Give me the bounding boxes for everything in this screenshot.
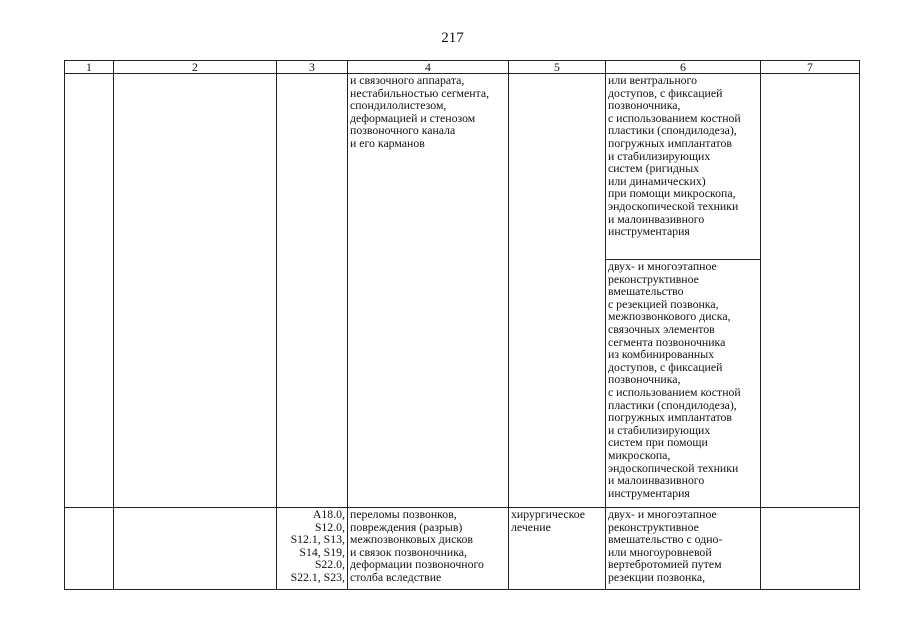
header-cell-3: 3 [277, 61, 348, 74]
row1-col3-cell [277, 74, 348, 508]
icd-codes-cell: A18.0, S12.0, S12.1, S13, S14, S19, S22.0, S22.1, S23, [277, 508, 348, 590]
table-row [65, 74, 860, 260]
row1-col2-cell [114, 74, 277, 508]
header-cell-2: 2 [114, 61, 277, 74]
row1-col1-cell [65, 74, 114, 508]
header-cell-6: 6 [606, 61, 761, 74]
header-cell-5: 5 [509, 61, 606, 74]
procedure-cell: двух- и многоэтапное реконструктивное вмешательство с одно- или многоуровневой вертебротомией путем резекции позвонка, [606, 508, 761, 590]
header-cell-4: 4 [348, 61, 509, 74]
row2-col2-cell [114, 508, 277, 590]
header-cell-7: 7 [761, 61, 860, 74]
header-row [65, 61, 860, 74]
diagnosis-cell: переломы позвонков, повреждения (разрыв) межпозвонковых дисков и связок позвоночника, деформации позвоночного столба вследствие [348, 508, 509, 590]
diagnosis-cell: и связочного аппарата, нестабильностью сегмента, спондилолистезом, деформацией и стенозом позвоночного канала и его карманов [348, 74, 509, 508]
page-number: 217 [441, 30, 464, 46]
table-row [65, 508, 860, 590]
row2-col1-cell [65, 508, 114, 590]
treatment-type-cell: хирургическое лечение [509, 508, 606, 590]
procedure-cell: или вентрального доступов, с фиксацией позвоночника, с использованием костной пластики (спондилодеза), погружных имплантатов и стабилизирующих систем (ригидных или динамических) при помощи микроскопа, эндоскопической техники и малоинвазивного инструментария [606, 74, 761, 260]
row1-col5-cell [509, 74, 606, 508]
row2-col7-cell [761, 508, 860, 590]
header-cell-1: 1 [65, 61, 114, 74]
row1-col7-cell [761, 74, 860, 508]
procedure-cell: двух- и многоэтапное реконструктивное вмешательство с резекцией позвонка, межпозвонкового диска, связочных элементов сегмента позвоночника из комбинированных доступов, с фиксацией позвоночника, с использованием костной пластики (спондилодеза), погружных имплантатов и стабилизирующих систем при помощи микроскопа, эндоскопической техники и малоинвазивного инструментария [606, 260, 761, 508]
document-table [64, 60, 860, 590]
